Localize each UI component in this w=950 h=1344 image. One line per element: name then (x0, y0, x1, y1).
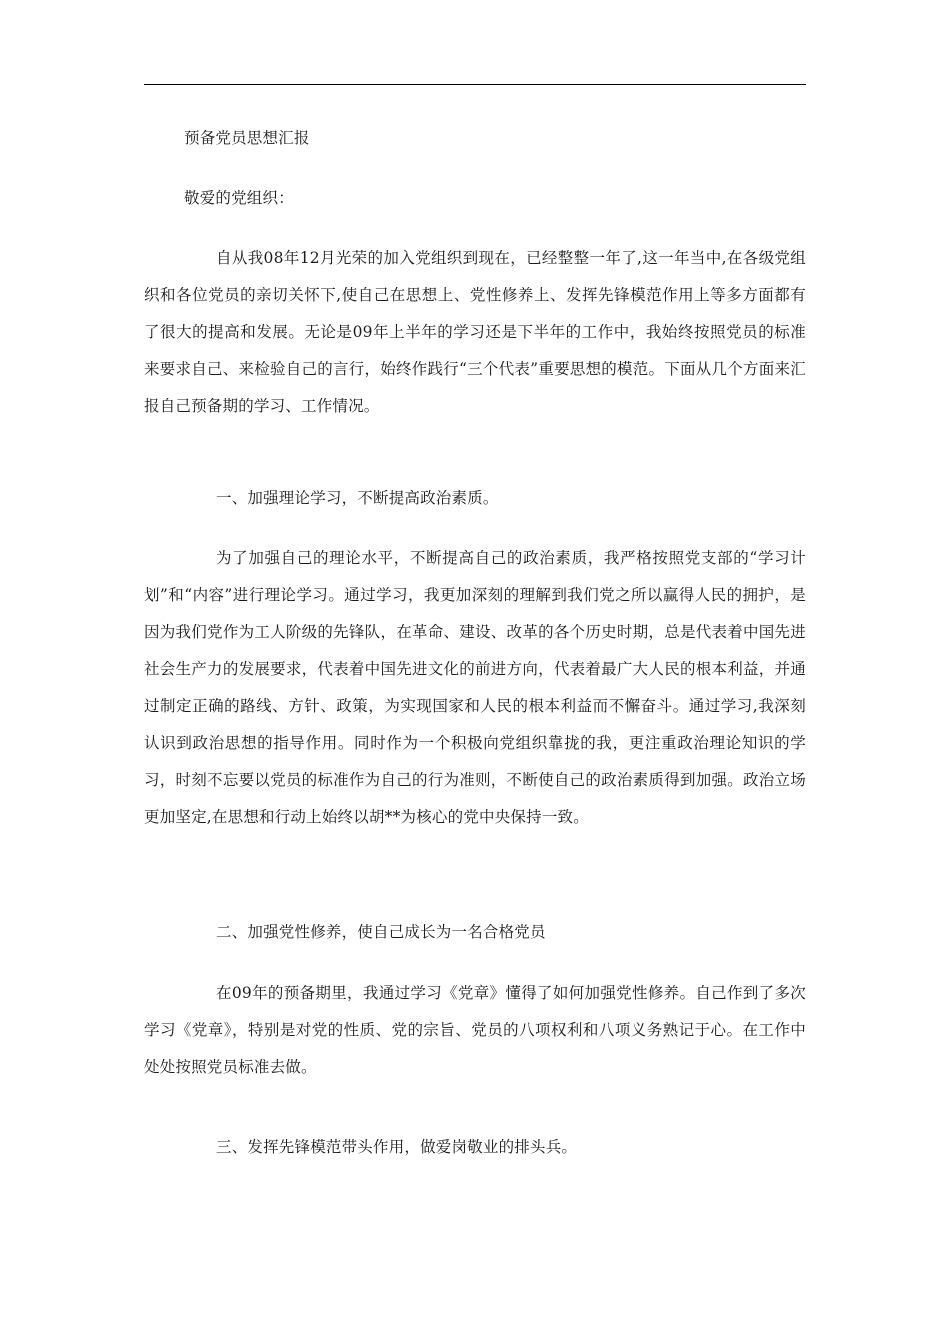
salutation: 敬爱的党组织： (184, 189, 294, 207)
section-heading-2: 二、加强党性修养，使自己成长为一名合格党员 (216, 923, 546, 941)
header-rule (144, 84, 806, 85)
paragraph-intro: 自从我08年12月光荣的加入党组织到现在，已经整整一年了,这一年当中,在各级党组织和各位党员的亲切关怀下,使自己在思想上、党性修养上、发挥先锋模范作用上等多方面都有了很大的提高和发展。无论是09年上半年的学习还是下半年的工作中，我始终按照党员的标准来要求自己、来检验自己的言行，始终作践行“三个代表”重要思想的模范。下面从几个方面来汇报自己预备期的学习、工作情况。 (144, 249, 806, 415)
section-heading-1: 一、加强理论学习，不断提高政治素质。 (216, 489, 499, 507)
document-title: 预备党员思想汇报 (184, 129, 310, 147)
paragraph-theory-study: 为了加强自己的理论水平，不断提高自己的政治素质，我严格按照党支部的“学习计划”和“内容”进行理论学习。通过学习，我更加深刻的理解到我们党之所以赢得人民的拥护，是因为我们党作为工人阶级的先锋队，在革命、建设、改革的各个历史时期，总是代表着中国先进社会生产力的发展要求，代表着中国先进文化的前进方向，代表着最广大人民的根本利益，并通过制定正确的路线、方针、政策，为实现国家和人民的根本利益而不懈奋斗。通过学习,我深刻认识到政治思想的指导作用。同时作为一个积极向党组织靠拢的我，更注重政治理论知识的学习，时刻不忘要以党员的标准作为自己的行为准则，不断使自己的政治素质得到加强。政治立场更加坚定,在思想和行动上始终以胡**为核心的党中央保持一致。 (144, 549, 806, 826)
paragraph-party-spirit: 在09年的预备期里，我通过学习《党章》懂得了如何加强党性修养。自己作到了多次学习《党章》，特别是对党的性质、党的宗旨、党员的八项权利和八项义务熟记于心。在工作中处处按照党员标准去做。 (144, 984, 806, 1076)
section-heading-3: 三、发挥先锋模范带头作用，做爱岗敬业的排头兵。 (216, 1138, 578, 1156)
